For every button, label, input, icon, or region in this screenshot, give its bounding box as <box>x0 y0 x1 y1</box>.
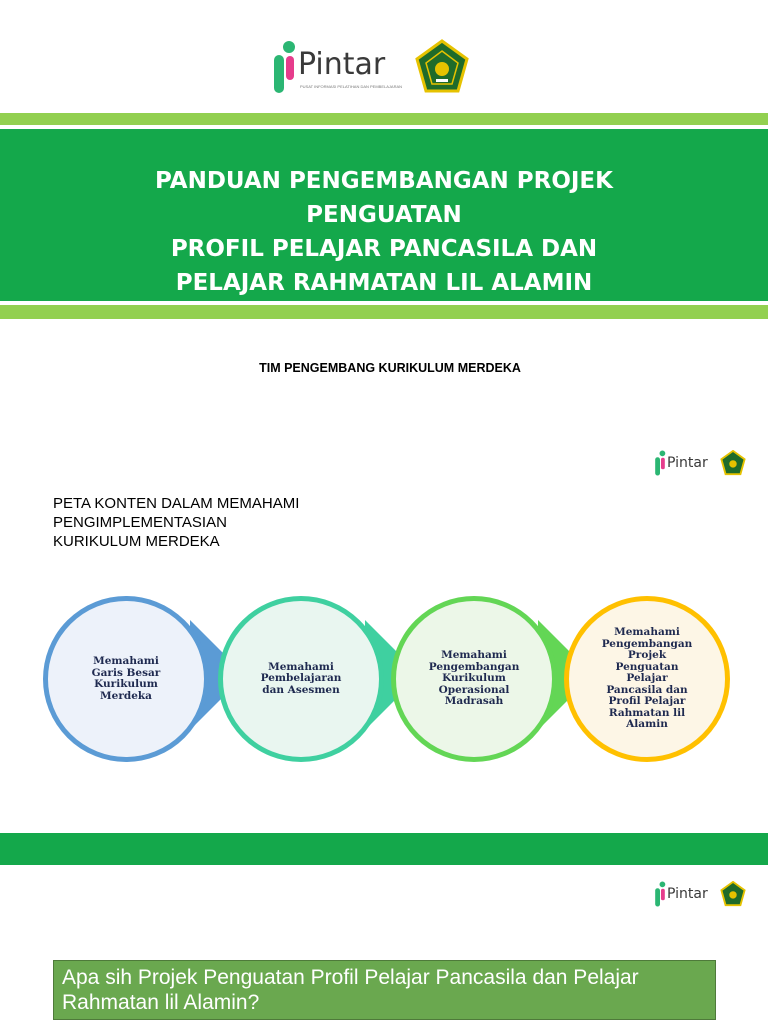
pintar-wordmark: Pintar <box>667 886 708 902</box>
title-band-bottom <box>0 305 768 319</box>
pintar-logo-small <box>654 881 708 907</box>
step-label: Memahami Pengembangan Kurikulum Operasional Madrasah <box>428 649 520 708</box>
page-title <box>0 164 768 300</box>
step-label: Memahami Garis Besar Kurikulum Merdeka <box>91 655 161 702</box>
pintar-wordmark: Pintar <box>667 455 708 471</box>
peta-line: PENGIMPLEMENTASIAN <box>53 514 227 531</box>
step-circle-2 <box>218 596 384 762</box>
kemenag-seal-icon <box>720 881 746 907</box>
title-band-top <box>0 113 768 125</box>
pintar-person-icon <box>272 40 296 94</box>
kemenag-seal-icon <box>720 450 746 476</box>
step-label: Memahami Pembelajaran dan Asesmen <box>260 660 342 696</box>
step-circle-3 <box>391 596 557 762</box>
pintar-tagline: PUSAT INFORMASI PELATIHAN DAN PEMBELAJARAN <box>300 84 403 89</box>
section-band <box>0 833 768 865</box>
title-line: PENGUATAN <box>306 202 462 228</box>
title-line: PROFIL PELAJAR PANCASILA DAN <box>170 236 598 262</box>
team-subtitle: TIM PENGEMBANG KURIKULUM MERDEKA <box>259 361 521 375</box>
step-circle-1 <box>43 596 209 762</box>
step-circle-4 <box>564 596 730 762</box>
peta-line: KURIKULUM MERDEKA <box>53 533 220 550</box>
pintar-wordmark: Pintar <box>298 46 386 82</box>
step-label: Memahami Pengembangan Projek Penguatan Pelajar Pancasila dan Profil Pelajar Rahmatan lil Alamin <box>601 626 693 731</box>
pintar-person-icon <box>654 450 666 476</box>
title-line: PELAJAR RAHMATAN LIL ALAMIN <box>175 270 593 296</box>
pintar-logo-small <box>654 450 708 476</box>
peta-konten-heading <box>53 494 299 551</box>
title-line: PANDUAN PENGEMBANGAN PROJEK <box>155 168 613 194</box>
pintar-logo <box>272 40 403 94</box>
kemenag-seal-icon <box>414 39 470 95</box>
question-heading: Apa sih Projek Penguatan Profil Pelajar Pancasila dan Pelajar Rahmatan lil Alamin? <box>53 960 716 1020</box>
peta-line: PETA KONTEN DALAM MEMAHAMI <box>53 495 300 512</box>
pintar-person-icon <box>654 881 666 907</box>
